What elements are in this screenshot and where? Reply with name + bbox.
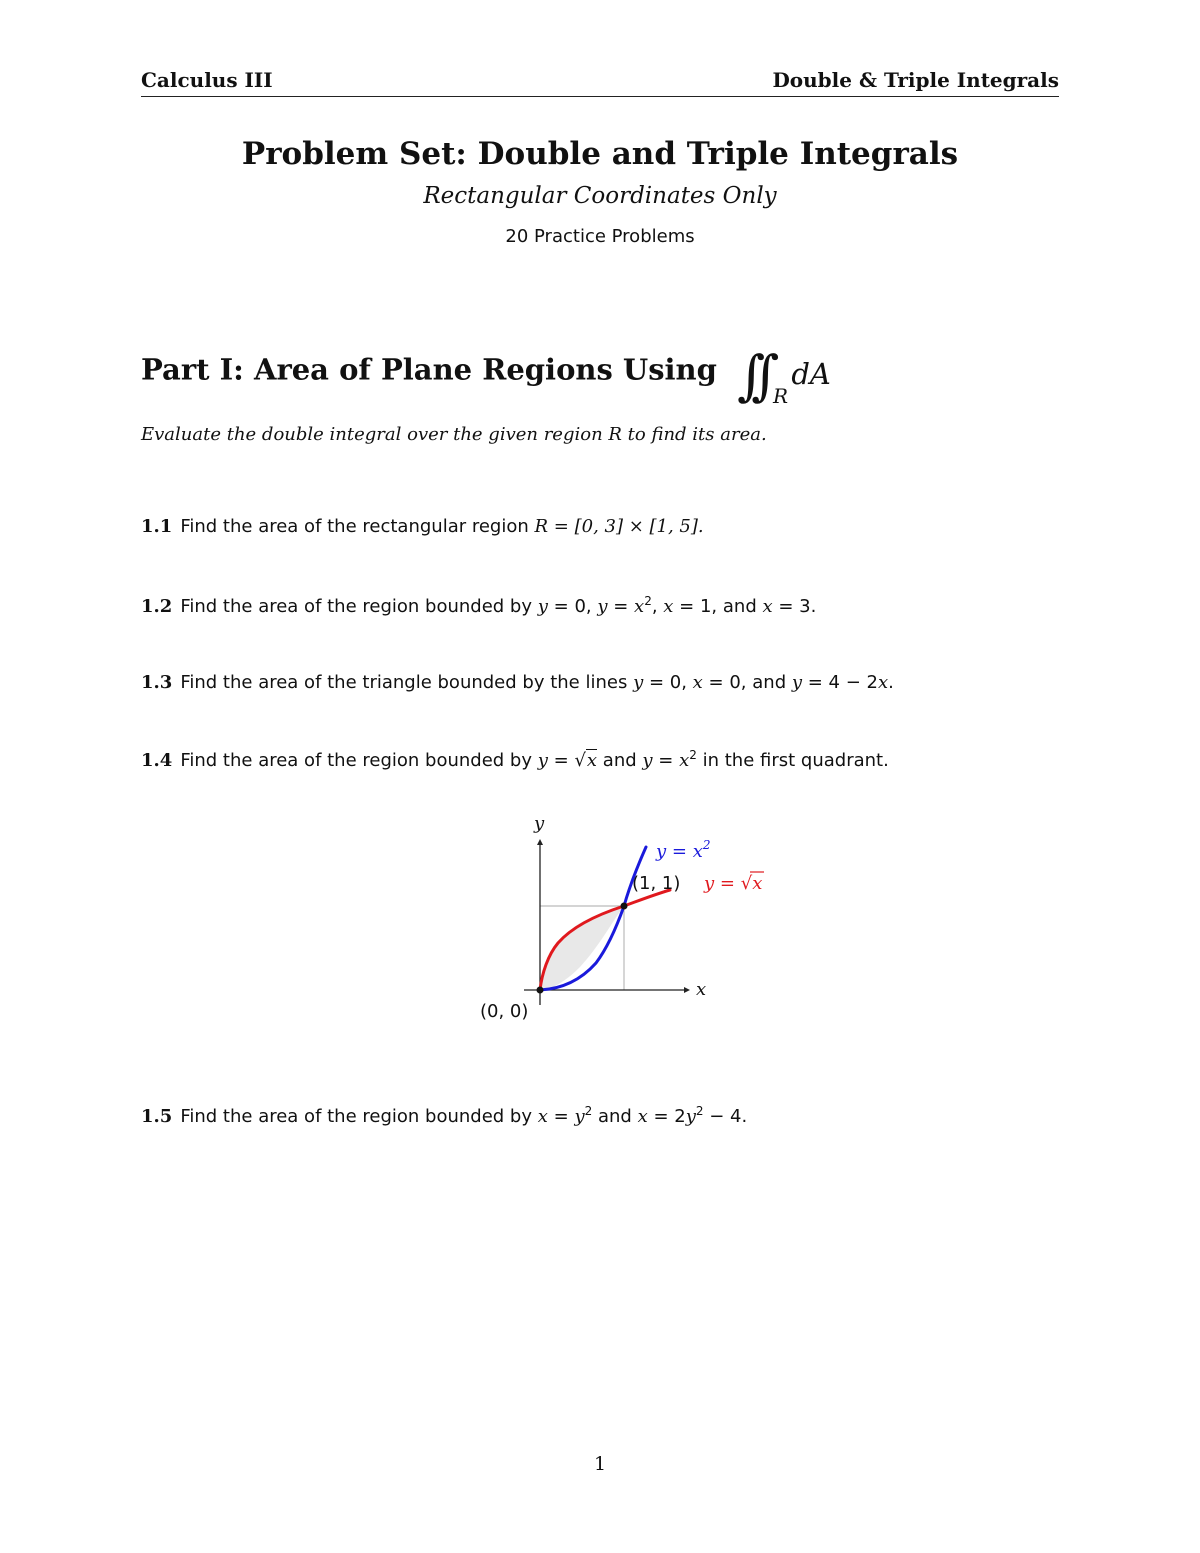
problem-1-1: 1.1 Find the area of the rectangular region R = [0, 3] × [1, 5]. [141, 516, 704, 537]
instruction-text: Evaluate the double integral over the given region R to find its area. [141, 424, 767, 445]
page-number: 1 [593, 1453, 607, 1475]
part-heading [141, 340, 831, 408]
curve1-label: $y = x^2$ [656, 838, 711, 862]
header-course: Calculus III [141, 68, 273, 92]
origin-label: (0, 0) [480, 1001, 529, 1022]
x-axis-arrow [684, 987, 690, 993]
curve2-label: y = √x [704, 873, 763, 894]
part-label: Part I: Area of Plane Regions Using [141, 352, 717, 387]
y-axis-label: y [534, 813, 545, 834]
integral-subscript: R [773, 384, 789, 408]
intersection-point [621, 903, 628, 910]
region-figure [460, 805, 780, 1035]
problem-1-1-math: R = [0, 3] × [1, 5]. [534, 516, 704, 537]
y-axis-arrow [537, 839, 543, 845]
problem-1-5: 1.5 Find the area of the region bounded by $x = y^2$ and $x = 2y^2 - 4$. [141, 1104, 748, 1127]
running-header [141, 66, 1059, 97]
x-axis-label: x [696, 979, 707, 1000]
problem-1-3: 1.3 Find the area of the triangle bounded by the lines y = 0, x = 0, and y = 4 − 2x. [141, 672, 894, 693]
page-title: Problem Set: Double and Triple Integrals [241, 136, 959, 172]
origin-point [537, 987, 544, 994]
problem-1-2: 1.2 Find the area of the region bounded by y = 0, $y = x^2$, x = 1, and x = 3. [141, 594, 817, 617]
page-subtitle: Rectangular Coordinates Only [423, 183, 777, 209]
integral-differential: dA [791, 357, 831, 391]
problem-1-4: 1.4 Find the area of the region bounded by y = √x and $y = x^2$ in the first quadrant. [141, 748, 889, 771]
double-integral-symbol: ∫∫ R dA [737, 344, 831, 408]
header-topic: Double & Triple Integrals [772, 68, 1059, 92]
problem-count: 20 Practice Problems [505, 226, 695, 247]
intersection-label: (1, 1) [632, 873, 681, 894]
